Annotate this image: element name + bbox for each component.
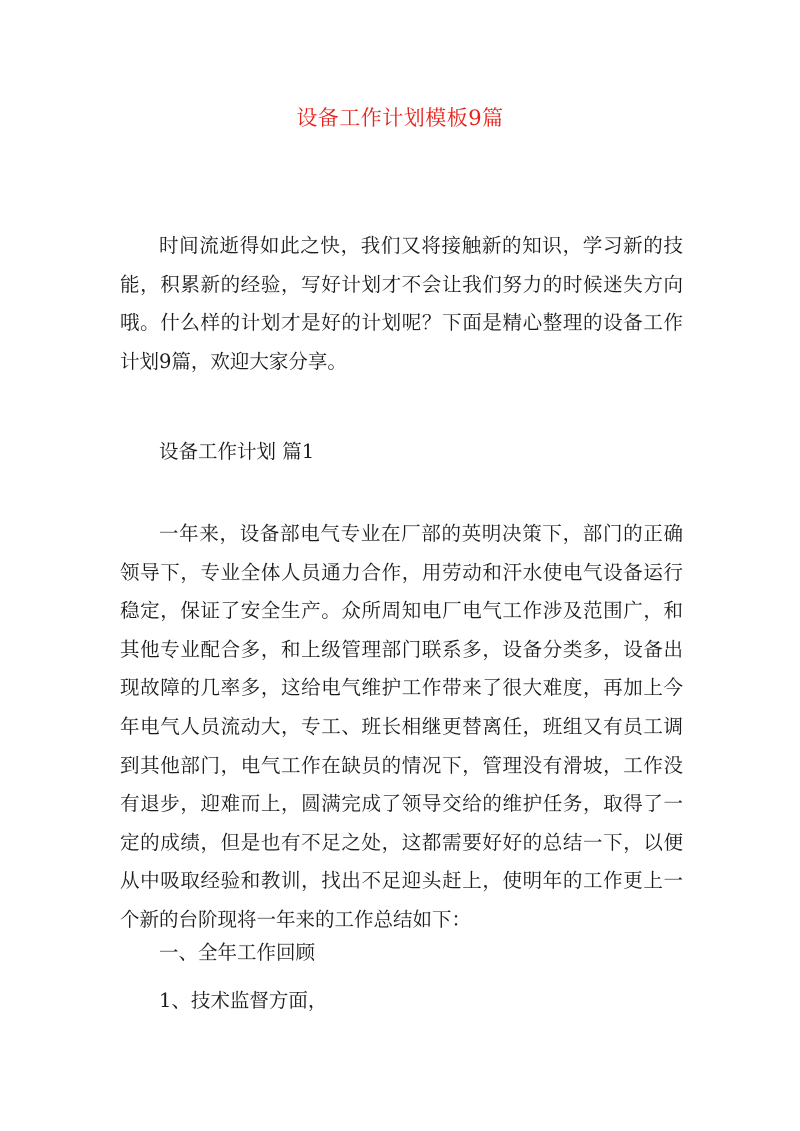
subheading-work-review: 一、全年工作回顾 [159, 941, 316, 964]
intro-paragraph: 时间流逝得如此之快，我们又将接触新的知识，学习新的技能，积累新的经验，写好计划才不会让我们努力的时候迷失方向哦。什么样的计划才是好的计划呢？下面是精心整理的设备工作计划9篇，欢迎大家分享。 [120, 234, 683, 373]
section-heading: 设备工作计划 篇1 [159, 440, 315, 463]
subheading-technical-supervision: 1、技术监督方面， [159, 989, 328, 1012]
body-paragraph: 一年来，设备部电气专业在厂部的英明决策下，部门的正确领导下，专业全体人员通力合作，用劳动和汗水使电气设备运行稳定，保证了安全生产。众所周知电厂电气工作涉及范围广，和其他专业配合多，和上级管理部门联系多，设备分类多，设备出现故障的几率多，这给电气维护工作带来了很大难度，再加上今年电气人员流动大，专工、班长相继更替离任，班组又有员工调到其他部门，电气工作在缺员的情况下，管理没有滑坡，工作没有退步，迎难而上，圆满完成了领导交给的维护任务，取得了一定的成绩，但是也有不足之处，这都需要好好的总结一下，以便从中吸取经验和教训，找出不足迎头赶上，使明年的工作更上一个新的台阶现将一年来的工作总结如下： [120, 522, 683, 931]
document-title: 设备工作计划模板9篇 [296, 106, 504, 130]
